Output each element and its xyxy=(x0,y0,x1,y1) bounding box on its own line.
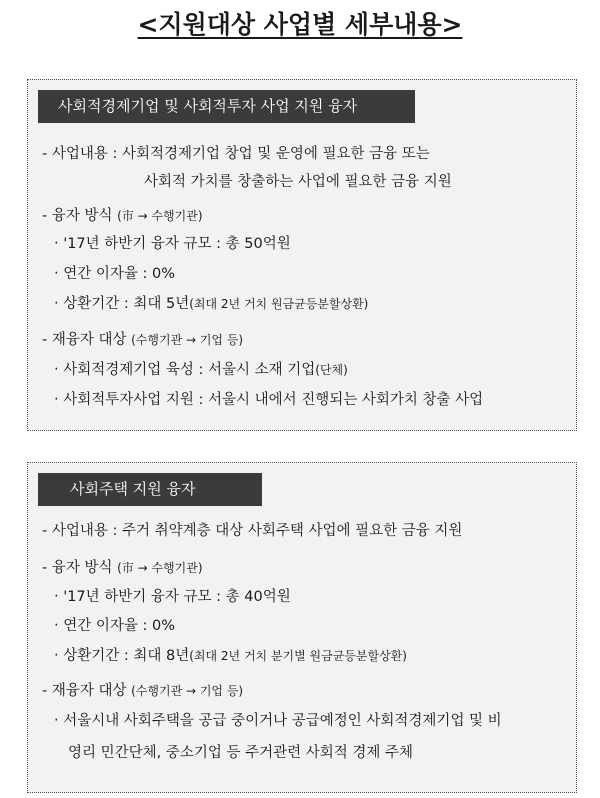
eligible-entities-line-2: 영리 민간단체, 중소기업 등 주거관련 사회적 경제 주체 xyxy=(68,745,414,761)
loan-section-social-economy xyxy=(27,79,577,431)
section-header: 사회적경제기업 및 사회적투자 사업 지원 융자 xyxy=(38,90,415,123)
social-enterprise-line: ‧ 사회적경제기업 육성 : 서울시 소재 기업(단체) xyxy=(54,362,348,378)
refinance-target-line: - 재융자 대상 (수행기관 → 기업 등) xyxy=(42,683,244,699)
page-title: <지원대상 사업별 세부내용> xyxy=(137,10,463,39)
business-content-line: - 사업내용 : 사회적경제기업 창업 및 운영에 필요한 금융 또는 xyxy=(42,146,430,162)
loan-scale-line: ‧ '17년 하반기 융자 규모 : 총 50억원 xyxy=(54,236,291,252)
business-content-line: - 사업내용 : 주거 취약계층 대상 사회주택 사업에 필요한 금융 지원 xyxy=(42,523,463,539)
social-investment-line: ‧ 사회적투자사업 지원 : 서울시 내에서 진행되는 사회가치 창출 사업 xyxy=(54,392,484,408)
business-content-line-2: 사회적 가치를 창출하는 사업에 필요한 금융 지원 xyxy=(144,174,452,190)
eligible-entities-line: ‧ 서울시내 사회주택을 공급 중이거나 공급예정인 사회적경제기업 및 비 xyxy=(54,713,502,729)
repayment-period-line: ‧ 상환기간 : 최대 5년(최대 2년 거치 원금균등분할상환) xyxy=(54,296,369,312)
repayment-period-line: ‧ 상환기간 : 최대 8년(최대 2년 거치 분기별 원금균등분할상환) xyxy=(54,648,407,664)
loan-method-line: - 융자 방식 (市 → 수행기관) xyxy=(42,208,203,224)
interest-rate-line: ‧ 연간 이자율 : 0% xyxy=(54,618,175,634)
loan-method-line: - 융자 방식 (市 → 수행기관) xyxy=(42,560,203,576)
loan-scale-line: ‧ '17년 하반기 융자 규모 : 총 40억원 xyxy=(54,589,291,605)
refinance-target-line: - 재융자 대상 (수행기관 → 기업 등) xyxy=(42,332,244,348)
interest-rate-line: ‧ 연간 이자율 : 0% xyxy=(54,266,175,282)
loan-section-social-housing xyxy=(27,462,577,793)
section-header: 사회주택 지원 융자 xyxy=(38,473,262,506)
